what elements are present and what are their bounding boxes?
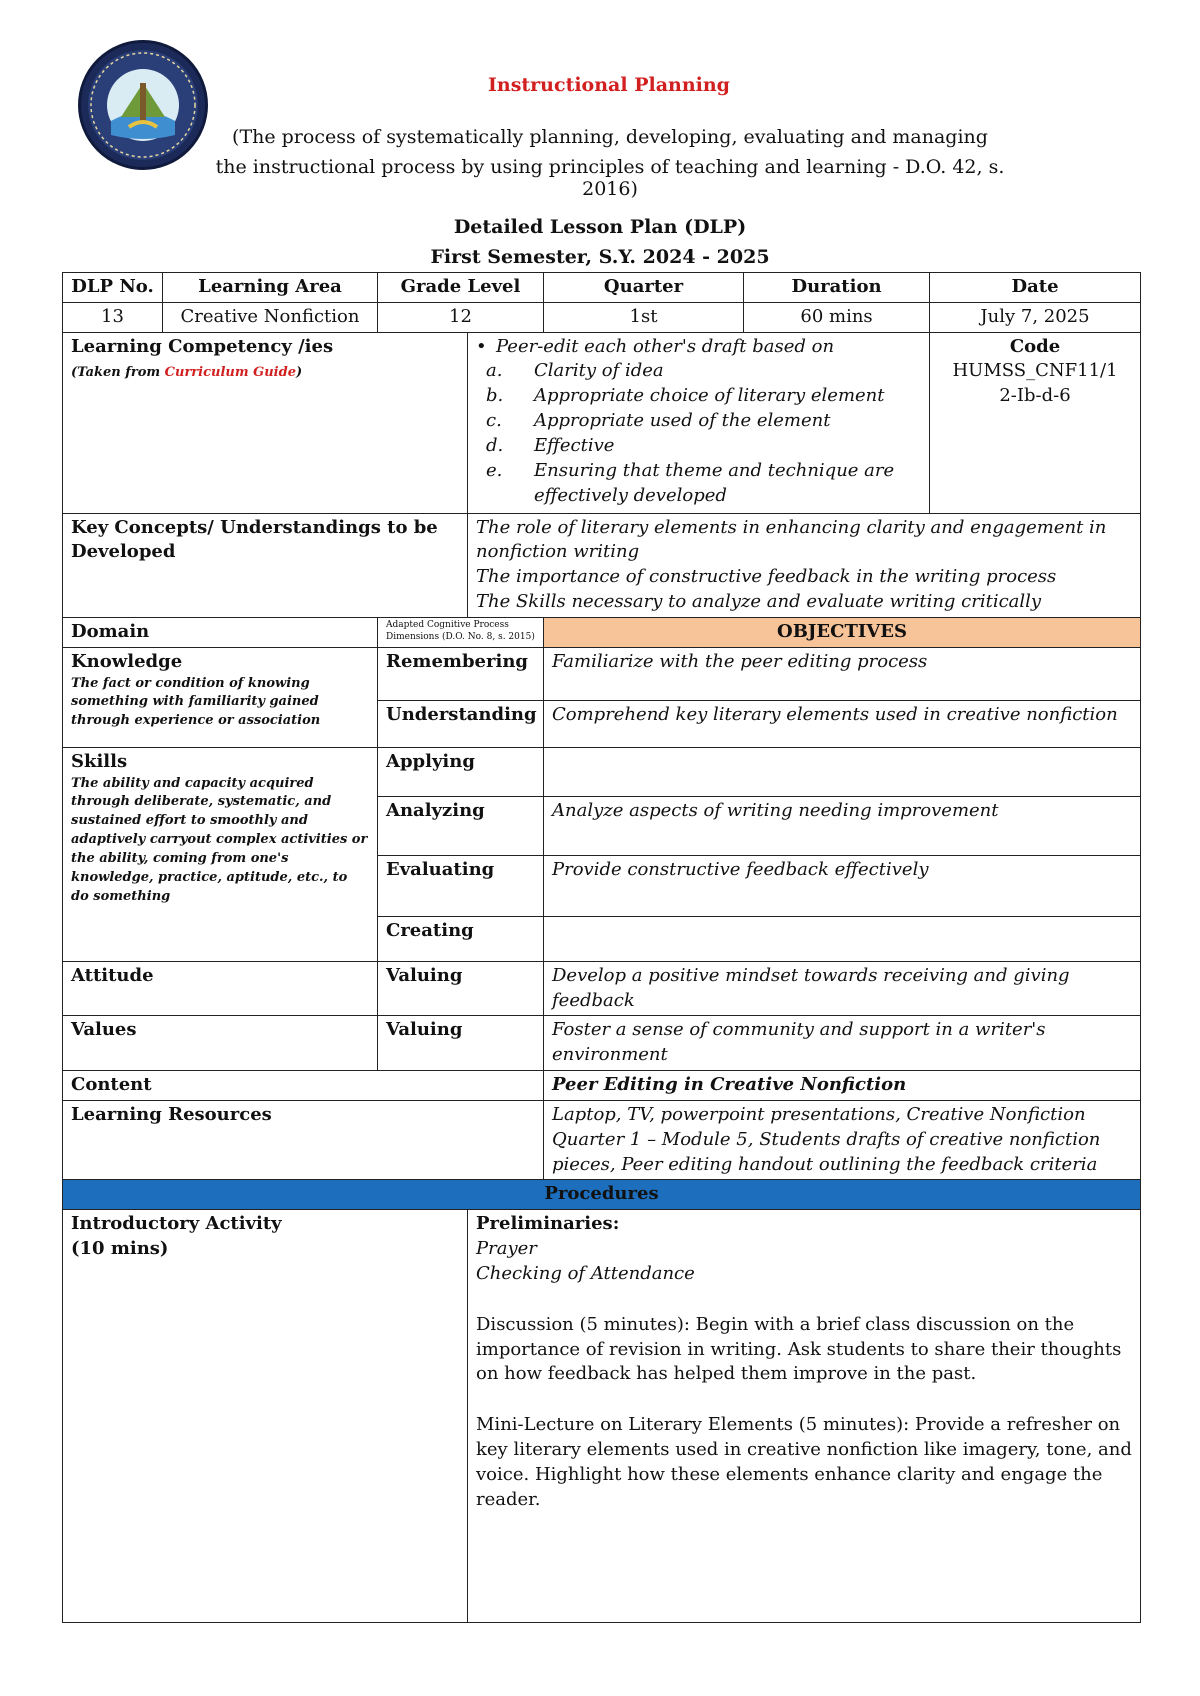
knowledge-row-1 xyxy=(63,647,1141,700)
activity-time: (10 mins) xyxy=(71,1238,169,1260)
key-concepts-label: Key Concepts/ Understandings to be Developed xyxy=(63,513,468,617)
process-creating: Creating xyxy=(378,916,544,961)
process-applying: Applying xyxy=(378,747,544,796)
key-concept-line: The importance of constructive feedback in the writing process xyxy=(476,566,1057,588)
attendance-item: Checking of Attendance xyxy=(476,1262,695,1284)
introductory-activity-row xyxy=(63,1210,1141,1623)
objective-remembering: Familiarize with the peer editing process xyxy=(544,647,1141,700)
list-item: b. Appropriate choice of literary element xyxy=(486,385,885,407)
content-label: Content xyxy=(63,1071,544,1101)
values-label: Values xyxy=(63,1016,378,1071)
objective-analyzing: Analyze aspects of writing needing improvement xyxy=(544,796,1141,855)
value-duration: 60 mins xyxy=(744,302,930,332)
header-date: Date xyxy=(930,273,1141,303)
document-title: Instructional Planning xyxy=(488,74,730,96)
domain-header: Domain xyxy=(63,617,378,647)
bullet-icon: • xyxy=(476,335,487,357)
objective-values: Foster a sense of community and support in a writer's environment xyxy=(544,1016,1141,1071)
header-learning-area: Learning Area xyxy=(163,273,378,303)
procedures-header: Procedures xyxy=(63,1180,1141,1210)
procedures-header-row xyxy=(63,1180,1141,1210)
process-understanding: Understanding xyxy=(378,700,544,747)
discussion-paragraph: Discussion (5 minutes): Begin with a brief class discussion on the importance of revision in writing. Ask students to share their thoughts on how feedback has helped them improve in the past. xyxy=(476,1313,1122,1385)
info-header-row xyxy=(63,273,1141,303)
objectives-header: OBJECTIVES xyxy=(544,617,1141,647)
header-quarter: Quarter xyxy=(544,273,744,303)
list-item: d. Effective xyxy=(486,434,615,456)
preliminaries-label: Preliminaries: xyxy=(476,1213,620,1235)
mini-lecture-paragraph: Mini-Lecture on Literary Elements (5 minutes): Provide a refresher on key literary elements used in creative nonfiction like imagery, tone, and voice. Highlight how these elements enhance clarity and engage the reader. xyxy=(476,1414,1132,1510)
curriculum-guide-link[interactable]: Curriculum Guide xyxy=(164,365,296,381)
competency-row xyxy=(63,332,1141,513)
competency-bullet: • Peer-edit each other's draft based on xyxy=(476,335,921,360)
info-value-row xyxy=(63,302,1141,332)
lesson-plan-table xyxy=(62,272,1141,1623)
subtitle-line-2: the instructional process by using principles of teaching and learning - D.O. 42, s. 2016) xyxy=(215,156,1005,200)
value-quarter: 1st xyxy=(544,302,744,332)
attitude-row xyxy=(63,961,1141,1016)
resources-value: Laptop, TV, powerpoint presentations, Creative Nonfiction Quarter 1 – Module 5, Students drafts of creative nonfiction pieces, Peer editing handout outlining the feedback criteria xyxy=(544,1100,1141,1179)
header-duration: Duration xyxy=(744,273,930,303)
objective-applying xyxy=(544,747,1141,796)
process-remembering: Remembering xyxy=(378,647,544,700)
semester-title: First Semester, S.Y. 2024 - 2025 xyxy=(430,246,770,268)
dlp-title: Detailed Lesson Plan (DLP) xyxy=(453,216,747,238)
list-item: c. Appropriate used of the element xyxy=(486,410,831,432)
code-label: Code xyxy=(1009,335,1061,357)
attitude-label: Attitude xyxy=(63,961,378,1016)
key-concept-line: The role of literary elements in enhancing clarity and engagement in nonfiction writing xyxy=(476,516,1107,563)
content-value: Peer Editing in Creative Nonfiction xyxy=(544,1071,1141,1101)
list-item: a. Clarity of idea xyxy=(486,360,664,382)
dimensions-header: Adapted Cognitive Process Dimensions (D.O. No. 8, s. 2015) xyxy=(386,619,535,642)
resources-label: Learning Resources xyxy=(63,1100,544,1179)
code-line-1: HUMSS_CNF11/1 xyxy=(952,360,1118,382)
header-grade-level: Grade Level xyxy=(378,273,544,303)
division-seal-logo xyxy=(78,40,208,170)
subtitle-line-1: (The process of systematically planning, developing, evaluating and managing xyxy=(232,126,988,148)
process-analyzing: Analyzing xyxy=(378,796,544,855)
activity-label: Introductory Activity xyxy=(71,1213,282,1235)
value-learning-area: Creative Nonfiction xyxy=(163,302,378,332)
competency-label: Learning Competency /ies xyxy=(71,335,334,357)
competency-criteria-list xyxy=(476,359,921,508)
value-dlp-no: 13 xyxy=(63,302,163,332)
knowledge-description: The fact or condition of knowing something with familiarity gained through experience or association xyxy=(71,675,321,729)
value-date: July 7, 2025 xyxy=(930,302,1141,332)
content-row xyxy=(63,1071,1141,1101)
objective-evaluating: Provide constructive feedback effectively xyxy=(544,855,1141,916)
objective-understanding: Comprehend key literary elements used in creative nonfiction xyxy=(544,700,1141,747)
header-dlp-no: DLP No. xyxy=(63,273,163,303)
skills-label: Skills xyxy=(71,750,128,772)
skills-row-1 xyxy=(63,747,1141,796)
domain-header-row xyxy=(63,617,1141,647)
process-evaluating: Evaluating xyxy=(378,855,544,916)
resources-row xyxy=(63,1100,1141,1179)
skills-description: The ability and capacity acquired through deliberate, systematic, and sustained effort to smoothly and adaptively carryout complex activities or the ability, coming from one's knowledge, practice, aptitude, etc., to do something xyxy=(71,775,368,904)
knowledge-label: Knowledge xyxy=(71,650,183,672)
seal-emblem-icon xyxy=(81,43,205,167)
process-values-valuing: Valuing xyxy=(378,1016,544,1071)
values-row xyxy=(63,1016,1141,1071)
key-concept-line: The Skills necessary to analyze and evaluate writing critically xyxy=(476,591,1042,613)
objective-creating xyxy=(544,916,1141,961)
competency-note: (Taken from Curriculum Guide) xyxy=(71,365,303,381)
value-grade-level: 12 xyxy=(378,302,544,332)
process-attitude-valuing: Valuing xyxy=(378,961,544,1016)
key-concepts-row xyxy=(63,513,1141,617)
objective-attitude: Develop a positive mindset towards receiving and giving feedback xyxy=(544,961,1141,1016)
prayer-item: Prayer xyxy=(476,1238,537,1260)
code-line-2: 2-Ib-d-6 xyxy=(999,385,1071,407)
list-item: e. Ensuring that theme and technique are effectively developed xyxy=(486,459,895,506)
